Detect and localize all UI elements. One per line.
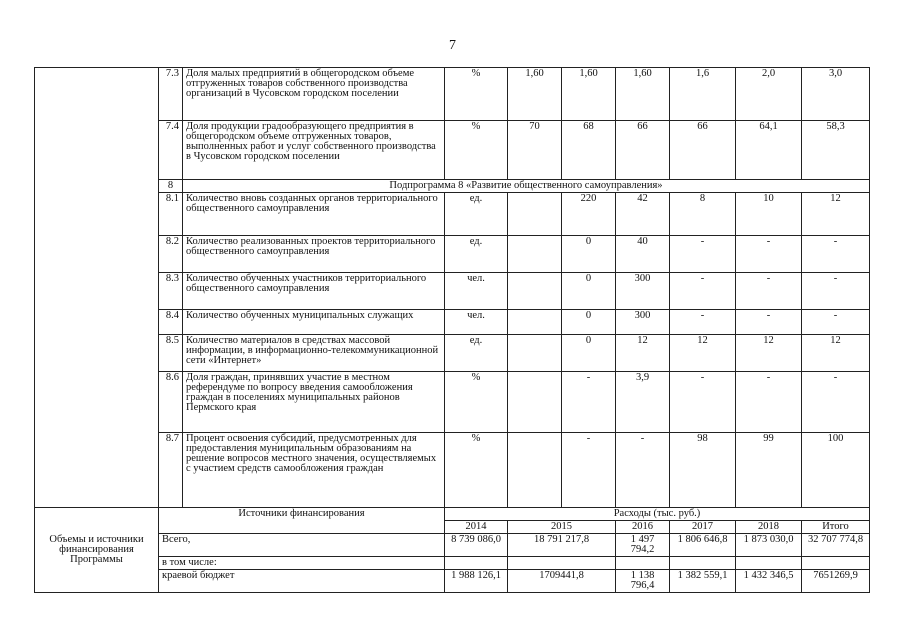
indicator-value: - [802, 310, 870, 335]
indicator-value: 70 [508, 121, 562, 180]
table-row [35, 273, 870, 310]
indicator-value: 1,6 [670, 68, 736, 121]
indicator-value: 300 [616, 273, 670, 310]
page-number: 7 [449, 38, 456, 53]
subprogram-row [35, 180, 870, 193]
indicator-unit: ед. [445, 236, 508, 273]
indicator-unit: % [445, 121, 508, 180]
table-row [35, 310, 870, 335]
finance-row-label: в том числе: [159, 557, 445, 570]
indicator-value: 58,3 [802, 121, 870, 180]
indicator-value [508, 273, 562, 310]
indicator-value: 0 [562, 310, 616, 335]
program-table [34, 67, 870, 593]
year-header: 2014 [445, 521, 508, 534]
indicator-value: 12 [802, 193, 870, 236]
indicator-value: 66 [670, 121, 736, 180]
indicator-value: 1,60 [508, 68, 562, 121]
indicator-value: 12 [616, 335, 670, 372]
finance-value: 1 432 346,5 [736, 570, 802, 593]
indicator-number: 8.5 [159, 335, 183, 372]
indicator-unit: чел. [445, 273, 508, 310]
indicator-value: 8 [670, 193, 736, 236]
year-header: 2017 [670, 521, 736, 534]
finance-value: 1 806 646,8 [670, 534, 736, 557]
indicator-name: Количество обученных муниципальных служащих [183, 310, 445, 335]
finance-value: 32 707 774,8 [802, 534, 870, 557]
indicator-unit: % [445, 433, 508, 508]
indicator-unit: % [445, 68, 508, 121]
indicator-value [508, 236, 562, 273]
indicator-name: Процент освоения субсидий, предусмотренных для предоставления муниципальным образованиям на решение вопросов местного значения, осуществляемых с участием средств самообложения граждан [183, 433, 445, 508]
indicator-number: 7.4 [159, 121, 183, 180]
indicator-value: - [670, 236, 736, 273]
table-row [35, 236, 870, 273]
indicator-value: - [736, 236, 802, 273]
indicator-value: - [802, 372, 870, 433]
indicator-value: 12 [736, 335, 802, 372]
indicator-value: 42 [616, 193, 670, 236]
subprogram-number: 8 [159, 180, 183, 193]
sources-header: Источники финансирования [159, 508, 445, 534]
indicator-value: 12 [670, 335, 736, 372]
left-blank-cell [35, 68, 159, 508]
indicator-value: - [670, 372, 736, 433]
indicator-name: Количество реализованных проектов территориального общественного самоуправления [183, 236, 445, 273]
finance-row-label: Всего, [159, 534, 445, 557]
finance-value: 7651269,9 [802, 570, 870, 593]
table-row [35, 121, 870, 180]
indicator-number: 8.2 [159, 236, 183, 273]
indicator-value: 0 [562, 273, 616, 310]
year-header: 2015 [508, 521, 616, 534]
finance-value [616, 557, 670, 570]
expenses-header: Расходы (тыс. руб.) [445, 508, 870, 521]
indicator-value [508, 335, 562, 372]
indicator-value: 98 [670, 433, 736, 508]
indicator-value: 0 [562, 236, 616, 273]
indicator-number: 8.4 [159, 310, 183, 335]
finance-value: 1 138 796,4 [616, 570, 670, 593]
finance-value [445, 557, 508, 570]
indicator-number: 7.3 [159, 68, 183, 121]
table-row [35, 372, 870, 433]
finance-value: 1 497 794,2 [616, 534, 670, 557]
finance-row-label: краевой бюджет [159, 570, 445, 593]
indicator-number: 8.1 [159, 193, 183, 236]
indicator-value: - [562, 433, 616, 508]
indicator-value: - [670, 273, 736, 310]
indicator-value [508, 433, 562, 508]
indicator-unit: чел. [445, 310, 508, 335]
indicator-value [508, 310, 562, 335]
year-header: 2016 [616, 521, 670, 534]
finance-row [35, 534, 870, 557]
finance-header-row [35, 508, 870, 521]
finance-section-label: Объемы и источники финансирования Программы [35, 508, 159, 593]
indicator-value: - [802, 273, 870, 310]
indicator-value: - [670, 310, 736, 335]
indicator-name: Доля малых предприятий в общегородском объеме отгруженных товаров собственного производства организаций в Чусовском городском поселении [183, 68, 445, 121]
indicator-value: 3,9 [616, 372, 670, 433]
finance-value: 8 739 086,0 [445, 534, 508, 557]
indicator-value [508, 193, 562, 236]
table-row [35, 335, 870, 372]
indicator-value: 40 [616, 236, 670, 273]
finance-value: 1 988 126,1 [445, 570, 508, 593]
indicator-value: 0 [562, 335, 616, 372]
year-header: 2018 [736, 521, 802, 534]
indicator-value: - [562, 372, 616, 433]
indicator-value: 1,60 [616, 68, 670, 121]
table-row [35, 193, 870, 236]
indicator-number: 8.6 [159, 372, 183, 433]
indicator-value: 10 [736, 193, 802, 236]
indicator-value: 3,0 [802, 68, 870, 121]
finance-value: 1 873 030,0 [736, 534, 802, 557]
indicator-value: 100 [802, 433, 870, 508]
indicator-value: 12 [802, 335, 870, 372]
indicator-number: 8.3 [159, 273, 183, 310]
indicator-name: Количество материалов в средствах массовой информации, в информационно-телекоммуникационной сети «Интернет» [183, 335, 445, 372]
indicator-value: 1,60 [562, 68, 616, 121]
indicator-value: 2,0 [736, 68, 802, 121]
finance-value [508, 557, 616, 570]
indicator-unit: ед. [445, 335, 508, 372]
finance-row [35, 570, 870, 593]
table-row [35, 433, 870, 508]
indicator-name: Доля граждан, принявших участие в местном референдуме по вопросу введения самообложения граждан в поселениях муниципальных районов Пермского края [183, 372, 445, 433]
year-header: Итого [802, 521, 870, 534]
finance-value: 18 791 217,8 [508, 534, 616, 557]
finance-value: 1709441,8 [508, 570, 616, 593]
indicator-number: 8.7 [159, 433, 183, 508]
indicator-value: 66 [616, 121, 670, 180]
finance-value [736, 557, 802, 570]
indicator-value: 220 [562, 193, 616, 236]
subprogram-title: Подпрограмма 8 «Развитие общественного самоуправления» [183, 180, 870, 193]
finance-value: 1 382 559,1 [670, 570, 736, 593]
indicator-value: 68 [562, 121, 616, 180]
indicator-name: Количество вновь созданных органов территориального общественного самоуправления [183, 193, 445, 236]
finance-value [670, 557, 736, 570]
indicator-unit: % [445, 372, 508, 433]
indicator-value: - [736, 273, 802, 310]
indicator-value: 99 [736, 433, 802, 508]
indicator-name: Доля продукции градообразующего предприятия в общегородском объеме отгруженных товаров, выполненных работ и услуг собственного производства в Чусовском городском поселении [183, 121, 445, 180]
finance-value [802, 557, 870, 570]
finance-row [35, 557, 870, 570]
indicator-value: - [616, 433, 670, 508]
indicator-name: Количество обученных участников территориального общественного самоуправления [183, 273, 445, 310]
indicator-value: - [736, 310, 802, 335]
indicator-unit: ед. [445, 193, 508, 236]
indicator-value: 300 [616, 310, 670, 335]
indicator-value: - [736, 372, 802, 433]
indicator-value: 64,1 [736, 121, 802, 180]
indicator-value [508, 372, 562, 433]
indicator-value: - [802, 236, 870, 273]
table-row [35, 68, 870, 121]
